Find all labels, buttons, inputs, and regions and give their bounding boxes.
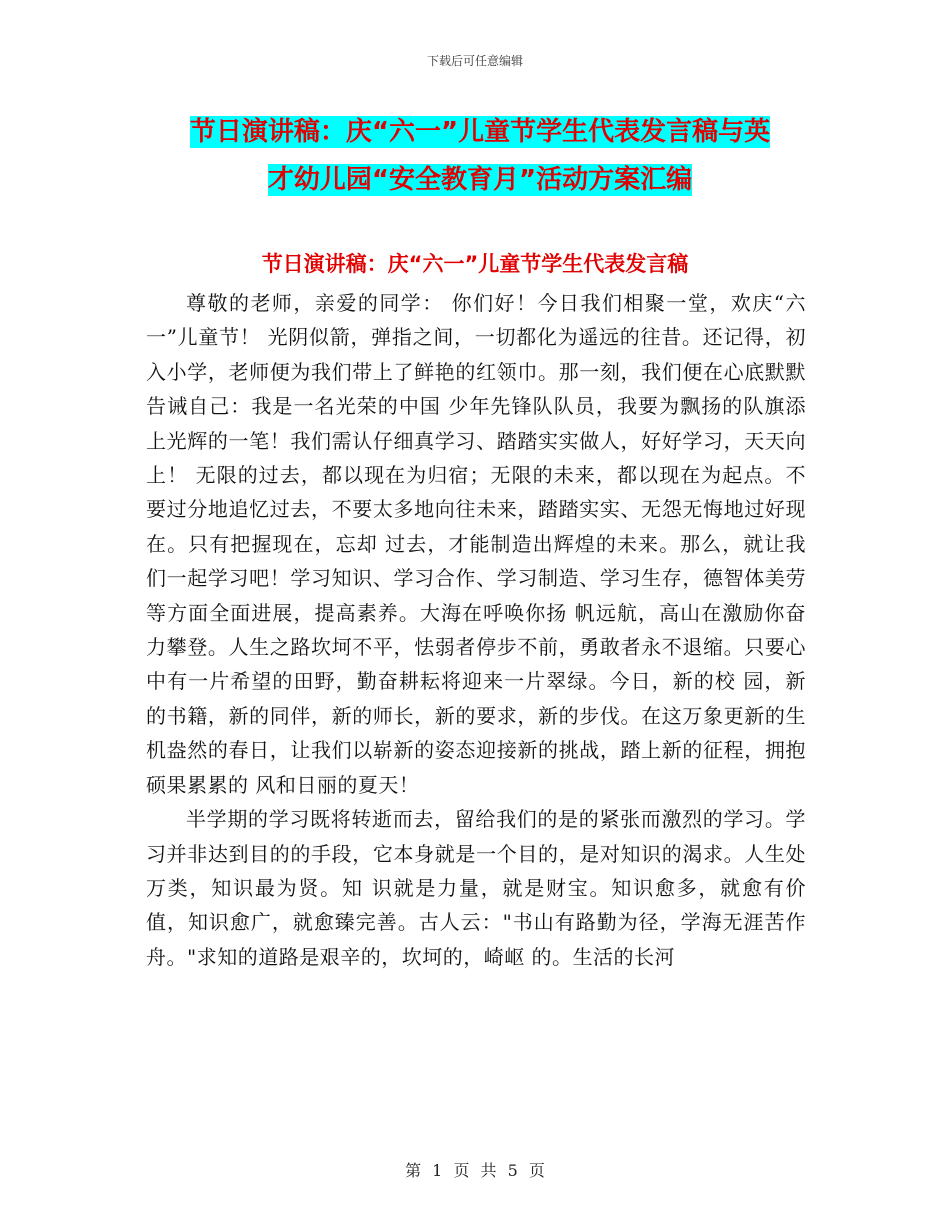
paragraph-2: 半学期的学习既将转逝而去，留给我们的是的紧张而激烈的学习。学习并非达到目的的手段，它本身就是一个目的，是对知识的渴求。人生处万类，知识最为贤。知 识就是力量，就是财宝。知识愈多，就愈有价值，知识愈广，就愈臻完善。古人云："书山有路勤为径，学海无涯苦作舟。"求知的道路是艰辛的，坎坷的，崎岖 的。生活的长河 bbox=[146, 807, 806, 969]
page-indicator: 第 1 页 共 5 页 bbox=[405, 1161, 545, 1180]
paragraph-1: 尊敬的老师，亲爱的同学： 你们好！今日我们相聚一堂，欢庆“六一”儿童节！ 光阴似箭，弹指之间，一切都化为遥远的往昔。还记得，初入小学，老师便为我们带上了鲜艳的红领巾。那一刻，我们便在心底默默告诫自己：我是一名光荣的中国 少年先锋队队员，我要为飘扬的队旗添上光辉的一笔！我们需认仔细真学习、踏踏实实做人，好好学习，天天向上！ 无限的过去，都以现在为归宿；无限的未来，都以现在为起点。不要过分地追忆过去，不要太多地向往未来，踏踏实实、无怨无悔地过好现在。只有把握现在，忘却 过去，才能制造出辉煌的未来。那么，就让我们一起学习吧！学习知识、学习合作、学习制造、学习生存，德智体美劳等方面全面进展，提高素养。大海在呼唤你扬 帆远航，高山在激励你奋力攀登。人生之路坎坷不平，怯弱者停步不前，勇敢者永不退缩。只要心中有一片希望的田野，勤奋耕耘将迎来一片翠绿。今日，新的校 园，新的书籍，新的同伴，新的师长，新的要求，新的步伐。在这万象更新的生机盎然的春日，让我们以崭新的姿态迎接新的挑战，踏上新的征程，拥抱硕果累累的 风和日丽的夏天！ bbox=[146, 291, 806, 797]
main-title-line-1: 节日演讲稿：庆“六一”儿童节学生代表发言稿与英 bbox=[189, 117, 771, 147]
main-title-line-2: 才幼儿园“安全教育月”活动方案汇编 bbox=[267, 165, 693, 195]
body-text bbox=[146, 286, 806, 974]
main-title bbox=[140, 108, 820, 204]
header-note: 下载后可任意编辑 bbox=[426, 54, 523, 68]
section-title: 节日演讲稿：庆“六一”儿童节学生代表发言稿 bbox=[261, 252, 689, 276]
